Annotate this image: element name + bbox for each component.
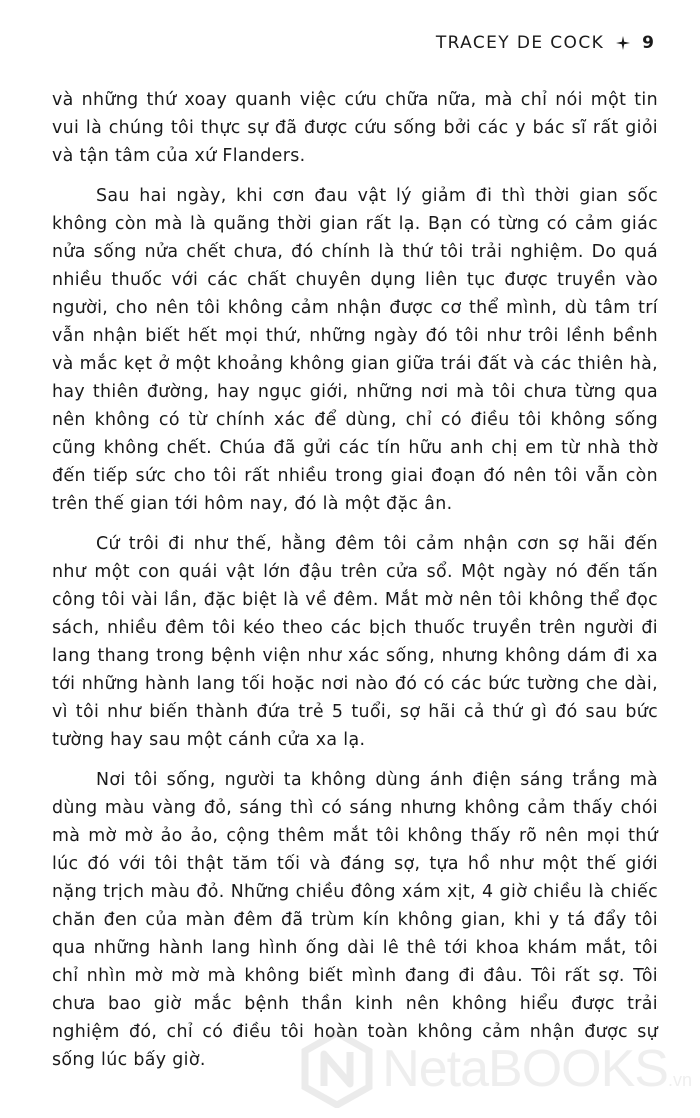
paragraph: Nơi tôi sống, người ta không dùng ánh điện sáng trắng mà dùng màu vàng đỏ, sáng thì có sáng nhưng không cảm thấy chói mà mờ mờ ảo ảo, cộng thêm mắt tôi không thấy rõ nên mọi thứ lúc đó với tôi thật tăm tối và đáng sợ, tựa hồ như một thế giới nặng trịch màu đỏ. Những chiều đông xám xịt, 4 giờ chiều là chiếc chăn đen của màn đêm đã trùm kín không gian, khi y tá đẩy tôi qua những hành lang hình ống dài lê thê tới khoa khám mắt, tôi chỉ nhìn mờ mờ mà không biết mình đang đi đâu. Tôi rất sợ. Tôi chưa bao giờ mắc bệnh thần kinh nên không hiểu được trải nghiệm đó, chỉ có điều tôi hoàn toàn không cảm nhận được sự sống lúc bấy giờ. xyxy=(52,770,658,1070)
four-point-star-icon xyxy=(616,36,630,50)
page-number: 9 xyxy=(642,33,654,53)
paragraph: Sau hai ngày, khi cơn đau vật lý giảm đi thì thời gian sốc không còn mà là quãng thời gian rất lạ. Bạn có từng có cảm giác nửa sống nửa chết chưa, đó chính là thứ tôi trải nghiệm. Do quá nhiều thuốc với các chất chuyên dụng liên tục được truyền vào người, cho nên tôi không cảm nhận được cơ thể mình, dù tâm trí vẫn nhận biết hết mọi thứ, những ngày đó tôi như trôi lềnh bềnh và mắc kẹt ở một khoảng không gian giữa trái đất và các thiên hà, hay thiên đường, hay ngục giới, những nơi mà tôi chưa từng qua nên không có từ chính xác để dùng, chỉ có điều tôi không sống cũng không chết. Chúa đã gửi các tín hữu anh chị em từ nhà thờ đến tiếp sức cho tôi rất nhiều trong giai đoạn đó nên tôi vẫn còn trên thế gian tới hôm nay, đó là một đặc ân. xyxy=(52,186,658,514)
watermark-brand: NetaBOOKS xyxy=(382,1040,668,1098)
netabooks-logo-icon xyxy=(298,1030,376,1108)
body-text xyxy=(52,86,658,1086)
paragraph: và những thứ xoay quanh việc cứu chữa nữa, mà chỉ nói một tin vui là chúng tôi thực sự đã được cứu sống bởi các y bác sĩ rất giỏi và tận tâm của xứ Flanders. xyxy=(52,90,658,166)
watermark xyxy=(298,1030,692,1108)
running-header xyxy=(436,33,654,53)
watermark-text xyxy=(382,1039,692,1099)
watermark-suffix: .vn xyxy=(667,1070,692,1090)
author-name: TRACEY DE COCK xyxy=(435,33,605,53)
paragraph: Cứ trôi đi như thế, hằng đêm tôi cảm nhận cơn sợ hãi đến như một con quái vật lớn đậu trên cửa sổ. Một ngày nó đến tấn công tôi vài lần, đặc biệt là về đêm. Mắt mờ nên tôi không thể đọc sách, nhiều đêm tôi kéo theo các bịch thuốc truyền trên người đi lang thang trong bệnh viện như xác sống, nhưng không dám đi xa tới những hành lang tối hoặc nơi nào đó có các bức tường che dài, vì tôi như biến thành đứa trẻ 5 tuổi, sợ hãi cả thứ gì đó sau bức tường hay sau một cánh cửa xa lạ. xyxy=(52,534,658,750)
